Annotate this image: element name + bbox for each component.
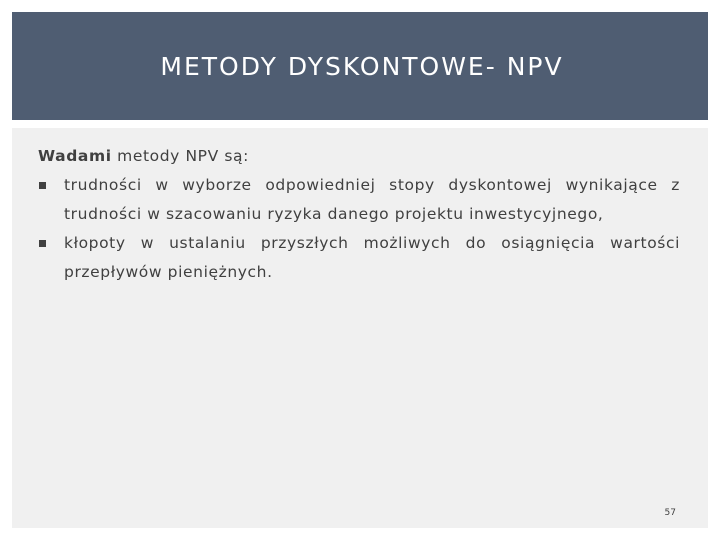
slide-header <box>12 12 708 120</box>
bullet-item <box>38 171 680 229</box>
intro-text: metody NPV są: <box>111 147 249 165</box>
square-bullet-icon <box>39 182 46 189</box>
slide-title: METODY DYSKONTOWE- NPV <box>160 51 564 81</box>
slide-content <box>38 142 680 287</box>
square-bullet-icon <box>39 240 46 247</box>
bullet-text: kłopoty w ustalaniu przyszłych możliwych do osiągnięcia wartości przepływów pieniężnych. <box>64 234 680 281</box>
slide-body <box>12 128 708 528</box>
bullet-item <box>38 229 680 287</box>
intro-line <box>38 142 680 171</box>
bullet-list <box>38 171 680 287</box>
page-number: 57 <box>664 508 676 518</box>
intro-bold: Wadami <box>38 147 112 165</box>
bullet-text: trudności w wyborze odpowiedniej stopy dyskontowej wynikające z trudności w szacowaniu ryzyka danego projektu inwestycyjnego, <box>64 176 680 223</box>
